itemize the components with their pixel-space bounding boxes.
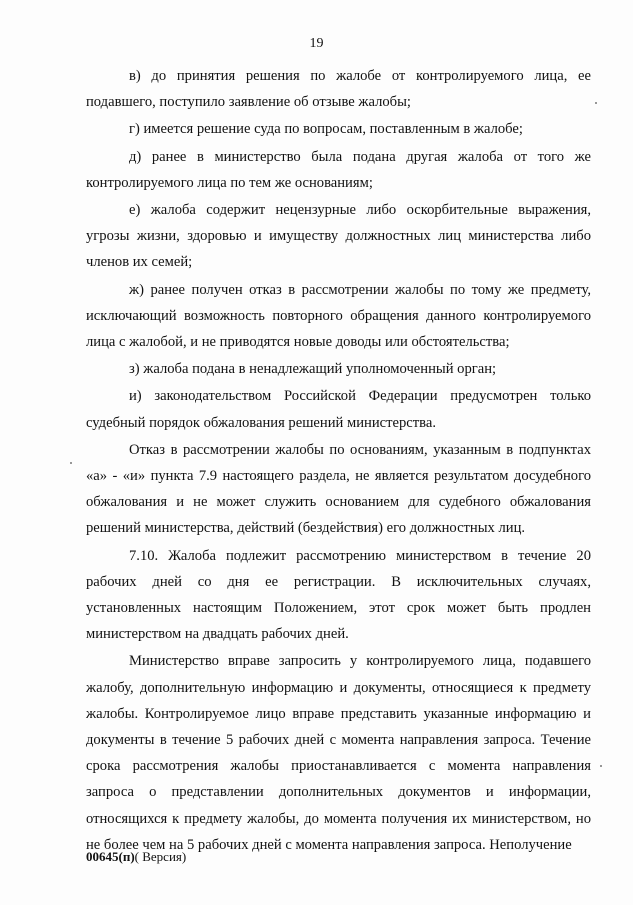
paragraph-item-g: г) имеется решение суда по вопросам, поставленным в жалобе; xyxy=(129,121,523,138)
paragraph-item-e: е) жалоба содержит нецензурные либо оскорбительные выражения, угрозы жизни, здоровью и имуществу должностных лиц министерства либо членов их семей; xyxy=(86,202,591,271)
paragraph-item-z: з) жалоба подана в ненадлежащий уполномоченный орган; xyxy=(129,361,497,378)
document-version: ( Версия) xyxy=(134,849,187,864)
document-footer xyxy=(86,849,186,865)
document-body xyxy=(86,63,591,858)
paragraph-additional-info: Министерство вправе запросить у контролируемого лица, подавшего жалобу, дополнительную информацию и документы, относящиеся к предмету жалобы. Контролируемое лицо вправе представить указанные информацию и документы в течение 5 рабочих дней с момента направления запроса. Течение срока рассмотрения жалобы приостанавливается с момента направления запроса о представлении дополнительных документов и информации, относящихся к предмету жалобы, до момента получения их министерством, но не более чем на 5 рабочих дней с момента направления запроса. Неполучение xyxy=(86,653,591,853)
paragraph-refusal-note: Отказ в рассмотрении жалобы по основаниям, указанным в подпунктах «а» - «и» пункта 7.9 настоящего раздела, не является результатом досудебного обжалования и не может служить основанием для судебного обжалования решений министерства, действий (бездействия) его должностных лиц. xyxy=(86,441,591,537)
paragraph-item-zh: ж) ранее получен отказ в рассмотрении жалобы по тому же предмету, исключающий возможность повторного обращения данного контролируемого лица с жалобой, и не приводятся новые доводы или обстоятельства; xyxy=(86,281,591,351)
scan-speck xyxy=(70,462,72,464)
paragraph-item-v: в) до принятия решения по жалобе от контролируемого лица, ее подавшего, поступило заявление об отзыве жалобы; xyxy=(86,68,591,111)
page-number: 19 xyxy=(309,36,324,51)
scan-speck xyxy=(595,102,597,104)
paragraph-item-i: и) законодательством Российской Федерации предусмотрен только судебный порядок обжалования решений министерства. xyxy=(86,388,591,431)
paragraph-7-10: 7.10. Жалоба подлежит рассмотрению министерством в течение 20 рабочих дней со дня ее регистрации. В исключительных случаях, установленных настоящим Положением, этот срок может быть продлен министерством на двадцать рабочих дней. xyxy=(86,547,591,643)
scan-speck xyxy=(600,765,602,767)
paragraph-item-d: д) ранее в министерство была подана другая жалоба от того же контролируемого лица по тем же основаниям; xyxy=(86,148,591,191)
document-code: 00645(п) xyxy=(86,849,135,864)
